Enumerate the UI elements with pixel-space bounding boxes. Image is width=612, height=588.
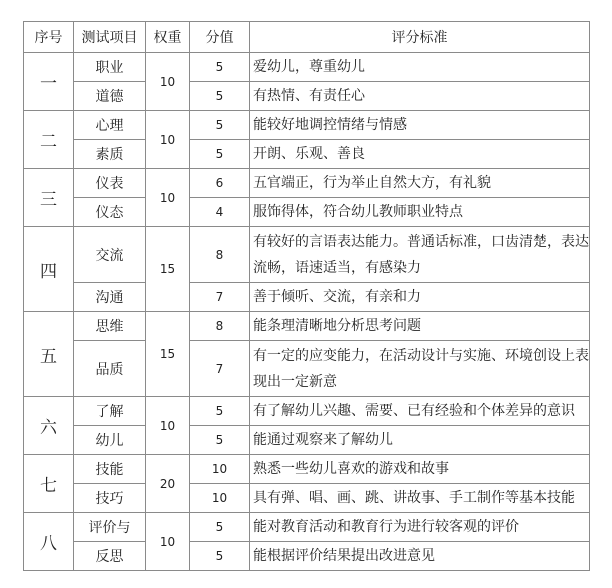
score-cell: 5 — [190, 82, 250, 111]
score-cell: 10 — [190, 455, 250, 484]
table-row — [24, 455, 590, 484]
table-row — [24, 283, 590, 312]
criteria-cell: 爱幼儿，尊重幼儿 — [250, 53, 590, 82]
score-cell: 4 — [190, 198, 250, 227]
header-criteria: 评分标准 — [250, 22, 590, 53]
seq-cell: 六 — [24, 397, 74, 455]
table-row — [24, 169, 590, 198]
header-weight: 权重 — [146, 22, 190, 53]
table-row — [24, 426, 590, 455]
criteria-cell: 能较好地调控情绪与情感 — [250, 111, 590, 140]
criteria-cell: 服饰得体，符合幼儿教师职业特点 — [250, 198, 590, 227]
criteria-cell: 有热情、有责任心 — [250, 82, 590, 111]
criteria-cell: 熟悉一些幼儿喜欢的游戏和故事 — [250, 455, 590, 484]
weight-cell: 10 — [146, 513, 190, 571]
score-cell: 8 — [190, 312, 250, 341]
table-row — [24, 82, 590, 111]
score-cell: 5 — [190, 111, 250, 140]
table-row — [24, 198, 590, 227]
item-cell: 评价与 — [74, 513, 146, 542]
weight-cell: 10 — [146, 397, 190, 455]
item-cell: 品质 — [74, 341, 146, 397]
table-row — [24, 513, 590, 542]
score-cell: 5 — [190, 542, 250, 571]
item-cell: 交流 — [74, 227, 146, 283]
item-cell: 仪态 — [74, 198, 146, 227]
weight-cell: 15 — [146, 227, 190, 312]
item-cell: 素质 — [74, 140, 146, 169]
evaluation-table — [23, 21, 590, 571]
score-cell: 5 — [190, 397, 250, 426]
header-row — [24, 22, 590, 53]
score-cell: 5 — [190, 426, 250, 455]
weight-cell: 15 — [146, 312, 190, 397]
table-row — [24, 227, 590, 283]
seq-cell: 二 — [24, 111, 74, 169]
item-cell: 道德 — [74, 82, 146, 111]
item-cell: 技能 — [74, 455, 146, 484]
score-cell: 8 — [190, 227, 250, 283]
table-row — [24, 542, 590, 571]
score-cell: 5 — [190, 140, 250, 169]
seq-cell: 四 — [24, 227, 74, 312]
seq-cell: 一 — [24, 53, 74, 111]
weight-cell: 10 — [146, 169, 190, 227]
criteria-cell: 有较好的言语表达能力。普通话标准，口齿清楚，表达流畅，语速适当，有感染力 — [250, 227, 590, 283]
table-row — [24, 312, 590, 341]
table-row — [24, 111, 590, 140]
weight-cell: 10 — [146, 111, 190, 169]
score-cell: 10 — [190, 484, 250, 513]
score-cell: 5 — [190, 53, 250, 82]
table-row — [24, 397, 590, 426]
header-score: 分值 — [190, 22, 250, 53]
item-cell: 沟通 — [74, 283, 146, 312]
score-cell: 7 — [190, 283, 250, 312]
score-cell: 6 — [190, 169, 250, 198]
weight-cell: 10 — [146, 53, 190, 111]
criteria-cell: 善于倾听、交流，有亲和力 — [250, 283, 590, 312]
table-row — [24, 341, 590, 397]
item-cell: 技巧 — [74, 484, 146, 513]
item-cell: 心理 — [74, 111, 146, 140]
item-cell: 幼儿 — [74, 426, 146, 455]
item-cell: 了解 — [74, 397, 146, 426]
seq-cell: 七 — [24, 455, 74, 513]
item-cell: 仪表 — [74, 169, 146, 198]
item-cell: 反思 — [74, 542, 146, 571]
criteria-cell: 五官端正，行为举止自然大方，有礼貌 — [250, 169, 590, 198]
header-item: 测试项目 — [74, 22, 146, 53]
table-row — [24, 484, 590, 513]
criteria-cell: 具有弹、唱、画、跳、讲故事、手工制作等基本技能 — [250, 484, 590, 513]
table-row — [24, 53, 590, 82]
criteria-cell: 能条理清晰地分析思考问题 — [250, 312, 590, 341]
seq-cell: 五 — [24, 312, 74, 397]
criteria-cell: 有了解幼儿兴趣、需要、已有经验和个体差异的意识 — [250, 397, 590, 426]
seq-cell: 八 — [24, 513, 74, 571]
criteria-cell: 能通过观察来了解幼儿 — [250, 426, 590, 455]
criteria-cell: 有一定的应变能力，在活动设计与实施、环境创设上表现出一定新意 — [250, 341, 590, 397]
score-cell: 7 — [190, 341, 250, 397]
weight-cell: 20 — [146, 455, 190, 513]
seq-cell: 三 — [24, 169, 74, 227]
item-cell: 职业 — [74, 53, 146, 82]
item-cell: 思维 — [74, 312, 146, 341]
criteria-cell: 开朗、乐观、善良 — [250, 140, 590, 169]
evaluation-table-container — [23, 21, 590, 571]
table-row — [24, 140, 590, 169]
score-cell: 5 — [190, 513, 250, 542]
criteria-cell: 能根据评价结果提出改进意见 — [250, 542, 590, 571]
criteria-cell: 能对教育活动和教育行为进行较客观的评价 — [250, 513, 590, 542]
header-seq: 序号 — [24, 22, 74, 53]
